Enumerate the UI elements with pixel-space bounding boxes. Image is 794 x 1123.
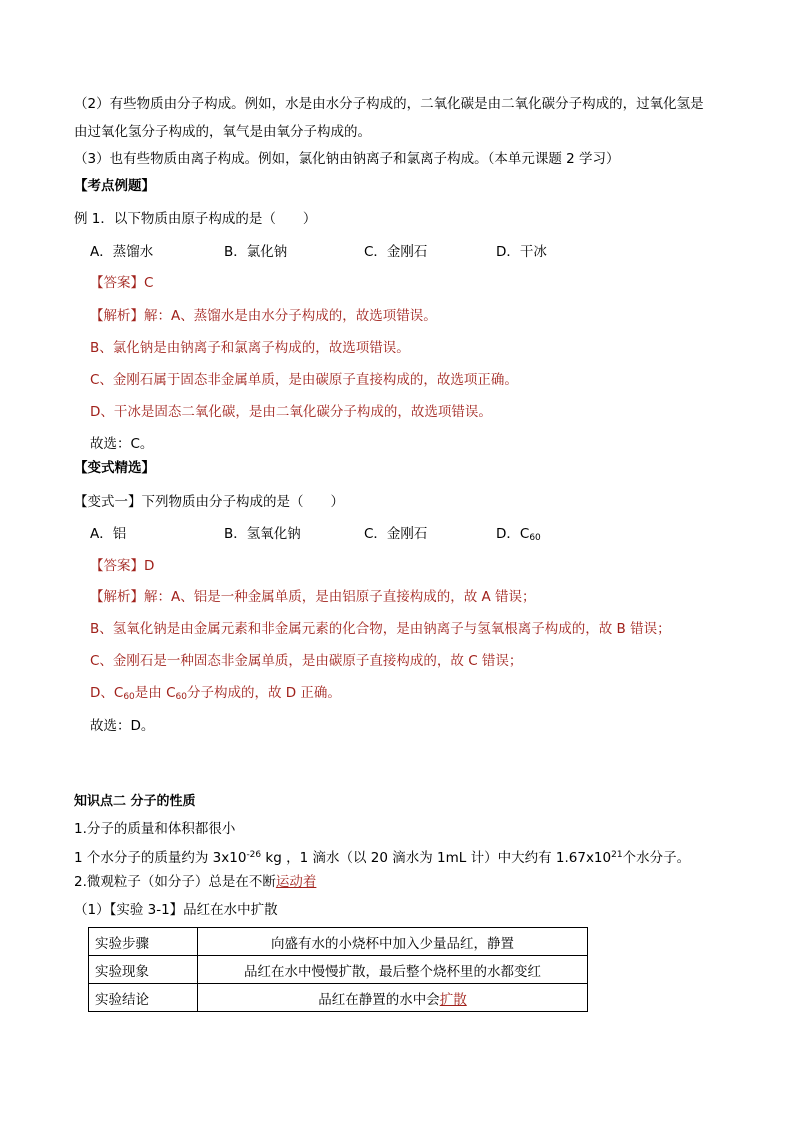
paragraph-line: 由过氧化氢分子构成的，氧气是由氧分子构成的。 [74,124,371,140]
paragraph-line: （2）有些物质由分子构成。例如，水是由水分子构成的，二氧化碳是由二氧化碳分子构成的，过氧化氢是 [74,96,704,112]
table-value: 向盛有水的小烧杯中加入少量品红，静置 [198,928,588,956]
table-row [89,984,588,1012]
text: 分子构成的，故 D 正确。 [186,685,341,701]
option-c: C．金刚石 [364,244,428,260]
option-d: D．干冰 [496,244,547,260]
experiment-table [88,927,588,1012]
table-key: 实验结论 [89,984,198,1012]
option-c: C．金刚石 [364,526,428,542]
section-header: 【考点例题】 [74,178,155,194]
text: 品红在静置的水中会 [318,991,440,1008]
subscript: 60 [529,533,541,543]
question-stem: 【变式一】下列物质由分子构成的是（ ） [74,494,344,510]
paragraph-line: 1.分子的质量和体积都很小 [74,821,236,837]
subscript: 60 [175,692,187,702]
paragraph-line [74,873,316,891]
explanation-line: B、氯化钠是由钠离子和氯离子构成的，故选项错误。 [90,340,410,356]
table-value: 品红在水中慢慢扩散，最后整个烧杯里的水都变红 [198,956,588,984]
superscript: -26 [246,850,262,860]
underlined-term: 扩散 [439,991,467,1008]
paragraph-line: （3）也有些物质由离子构成。例如，氯化钠由钠离子和氯离子构成。（本单元课题 2 学习） [74,151,620,167]
explanation-line: 【解析】解：A、蒸馏水是由水分子构成的，故选项错误。 [90,308,437,324]
explanation-line: C、金刚石是一种固态非金属单质，是由碳原子直接构成的，故 C 错误； [90,653,523,669]
option-a: A．铝 [90,526,127,542]
text: 是由 C [134,685,176,701]
explanation-line: B、氢氧化钠是由金属元素和非金属元素的化合物，是由钠离子与氢氧根离子构成的，故 B 错误； [90,621,671,637]
knowledge-point-title: 知识点二 分子的性质 [74,794,196,809]
question-stem: 例 1．以下物质由原子构成的是（ ） [74,211,317,227]
answer: 【答案】C [90,275,154,291]
table-key: 实验现象 [89,956,198,984]
option-a: A．蒸馏水 [90,244,154,260]
final-answer: 故选：D。 [90,718,155,734]
explanation-line [90,684,341,706]
option-d-text: D．C [496,526,530,542]
answer: 【答案】D [90,558,155,574]
explanation-line: D、干冰是固态二氧化碳，是由二氧化碳分子构成的，故选项错误。 [90,404,492,420]
table-value [198,984,588,1012]
option-d [496,525,541,547]
option-b: B．氢氧化钠 [224,526,301,542]
underlined-term: 运动着 [275,874,317,890]
table-row [89,956,588,984]
table-key: 实验步骤 [89,928,198,956]
text: 2.微观粒子（如分子）总是在不断 [74,874,276,890]
option-b: B．氯化钠 [224,244,288,260]
section-header: 【变式精选】 [74,460,155,476]
subscript: 60 [123,692,135,702]
text: 个水分子。 [622,850,691,866]
explanation-line: C、金刚石属于固态非金属单质，是由碳原子直接构成的，故选项正确。 [90,372,518,388]
paragraph-line [74,846,690,867]
final-answer: 故选：C。 [90,436,154,452]
table-row [89,928,588,956]
experiment-title: （1）【实验 3-1】品红在水中扩散 [74,902,278,918]
superscript: 21 [611,850,623,860]
text: 1 个水分子的质量约为 3x10 [74,850,247,866]
text: D、C [90,685,124,701]
text: kg ，1 滴水（以 20 滴水为 1mL 计）中大约有 1.67x10 [261,850,612,866]
explanation-line: 【解析】解：A、铝是一种金属单质，是由铝原子直接构成的，故 A 错误； [90,589,536,605]
